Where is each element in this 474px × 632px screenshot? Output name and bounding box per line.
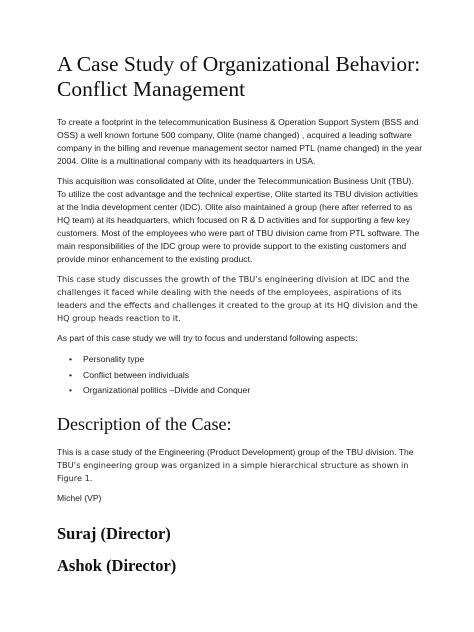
org-director-1: Suraj (Director) (57, 523, 171, 543)
org-director-2: Ashok (Director) (57, 555, 177, 575)
paragraph-case-scope: This case study discusses the growth of the TBU’s engineering division at IDC and the challenges it faced while dealing with the needs of the employees, aspirations of its leaders and the effects and challenges it created to the group at its HQ division and the HQ group heads reaction to it. (57, 274, 418, 323)
document-content (57, 52, 423, 586)
aspects-list (57, 352, 423, 399)
bullet-icon: • (69, 354, 73, 364)
list-item (57, 383, 423, 399)
org-top-label: Michel (VP) (57, 492, 102, 503)
bullet-icon: • (69, 369, 73, 380)
paragraph-acquisition: This acquisition was consolidated at Olite, under the Telecommunication Business Unit (TBU). To utilize the cost advantage and the technical expertise, Olite started its TBU division activities at the India development center (IDC). Olite also maintained a group (here after referred to as HQ team) at its headquarters, which focused on R & D activities and for supporting a few key customers. Most of the employees who were part of TBU division came from PTL software. The main responsibilities of the IDC group were to provide support to the existing customers and provide minor enhancement to the existing product. (57, 176, 420, 264)
list-item-label: Personality type (83, 354, 145, 364)
list-item-label: Conflict between individuals (83, 369, 190, 380)
section-heading: Description of the Case: (57, 413, 232, 434)
paragraph-aspects-intro: As part of this case study we will try to focus and understand following aspects: (57, 333, 358, 343)
description-line-2: TBU’s engineering group was organized in a simple hierarchical structure as shown in Figure 1. (57, 459, 409, 483)
bullet-icon: • (69, 385, 73, 395)
description-line-1: This is a case study of the Engineering (Product Development) group of the TBU division. The (57, 446, 414, 457)
list-item (57, 352, 423, 368)
paragraph-intro: To create a footprint in the telecommunication Business & Operation Support System (BSS and OSS) a well known fortune 500 company, Olite (name changed) , acquired a leading software company in the billing and revenue management sector named PTL (name changed) in the year 2004. Olite is a multinational company with its headquarters in USA. (57, 117, 423, 166)
list-item-label: Organizational politics –Divide and Conquer (83, 385, 251, 395)
document-title: A Case Study of Organizational Behavior: Conflict Management (57, 52, 421, 101)
list-item (57, 368, 423, 384)
